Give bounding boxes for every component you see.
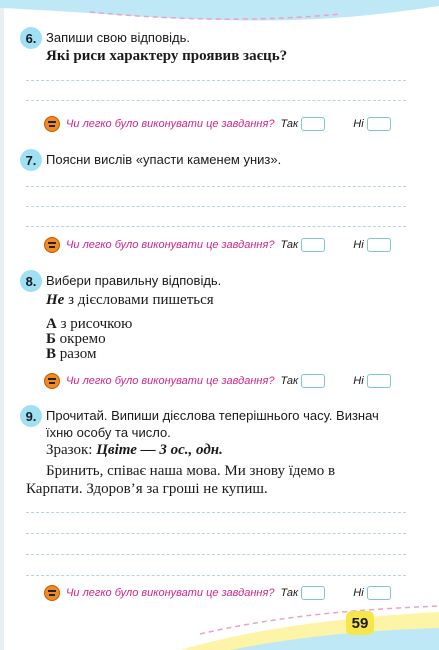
answer-line[interactable] (26, 226, 406, 227)
self-check-yes-label: Так (280, 239, 299, 251)
smiley-icon (44, 373, 60, 389)
answer-line[interactable] (26, 575, 406, 576)
task-instruction: Поясни вислів «упасти каменем униз». (46, 152, 282, 167)
top-wave-decoration (0, 0, 439, 22)
self-check-yes-box[interactable] (301, 374, 325, 388)
answer-line[interactable] (26, 80, 406, 81)
task-number-badge: 8. (20, 270, 42, 292)
self-check-no-box[interactable] (367, 374, 391, 388)
option-letter: В (46, 346, 57, 362)
self-check-yes-label: Так (280, 375, 299, 387)
text-line: Бринить, співає наша мова. Ми знову їдемо в (46, 463, 336, 479)
option-c[interactable] (46, 346, 96, 363)
prompt-rest: з дієсловами пишеться (64, 292, 214, 308)
prompt-bold-word: Не (46, 292, 65, 308)
option-text: разом (56, 346, 97, 362)
smiley-icon (44, 116, 60, 132)
exercise-text (26, 462, 335, 498)
self-check-no-box[interactable] (367, 238, 391, 252)
task-number-badge: 6. (20, 27, 42, 49)
self-check-question: Чи легко було виконувати це завдання? (66, 239, 275, 251)
option-text: окремо (55, 331, 106, 347)
option-letter: Б (46, 331, 56, 347)
text-line: Карпати. Здоров’я за гроші не купиш. (26, 481, 268, 497)
sample-label: Зразок: (46, 442, 93, 458)
self-check-yes-label: Так (280, 118, 299, 130)
page-number: 59 (346, 611, 374, 635)
answer-line[interactable] (26, 554, 406, 555)
self-check (44, 373, 391, 389)
answer-line[interactable] (26, 206, 406, 207)
self-check-question: Чи легко було виконувати це завдання? (66, 375, 275, 387)
sample-line (46, 442, 223, 459)
answer-line[interactable] (26, 512, 406, 513)
self-check-yes-label: Так (280, 587, 299, 599)
task-instruction (46, 407, 379, 441)
task-instruction: Вибери правильну відповідь. (46, 273, 222, 288)
option-letter: А (46, 316, 57, 332)
task-question: Які риси характеру проявив заєць? (46, 48, 288, 64)
task-prompt (46, 292, 214, 309)
task-number-badge: 9. (20, 405, 42, 427)
task-number-badge: 7. (20, 149, 42, 171)
option-text: з рисочкою (56, 316, 133, 332)
answer-line[interactable] (26, 100, 406, 101)
answer-line[interactable] (26, 533, 406, 534)
self-check-question: Чи легко було виконувати це завдання? (66, 118, 275, 130)
self-check (44, 237, 391, 253)
self-check (44, 116, 391, 132)
self-check-yes-box[interactable] (301, 117, 325, 131)
page-left-edge (0, 0, 4, 650)
self-check-question: Чи легко було виконувати це завдання? (66, 587, 275, 599)
self-check-no-label: Ні (353, 239, 364, 251)
smiley-icon (44, 237, 60, 253)
self-check-no-label: Ні (353, 118, 364, 130)
instruction-line: Прочитай. Випиши дієслова теперішнього часу. Визнач (46, 408, 379, 423)
self-check-yes-box[interactable] (301, 238, 325, 252)
self-check-no-label: Ні (353, 375, 364, 387)
answer-line[interactable] (26, 186, 406, 187)
sample-value: Цвіте — 3 ос., одн. (96, 442, 223, 458)
task-instruction: Запиши свою відповідь. (46, 30, 190, 45)
self-check-no-box[interactable] (367, 117, 391, 131)
instruction-line: їхню особу та число. (46, 425, 171, 440)
self-check-no-label: Ні (353, 587, 364, 599)
